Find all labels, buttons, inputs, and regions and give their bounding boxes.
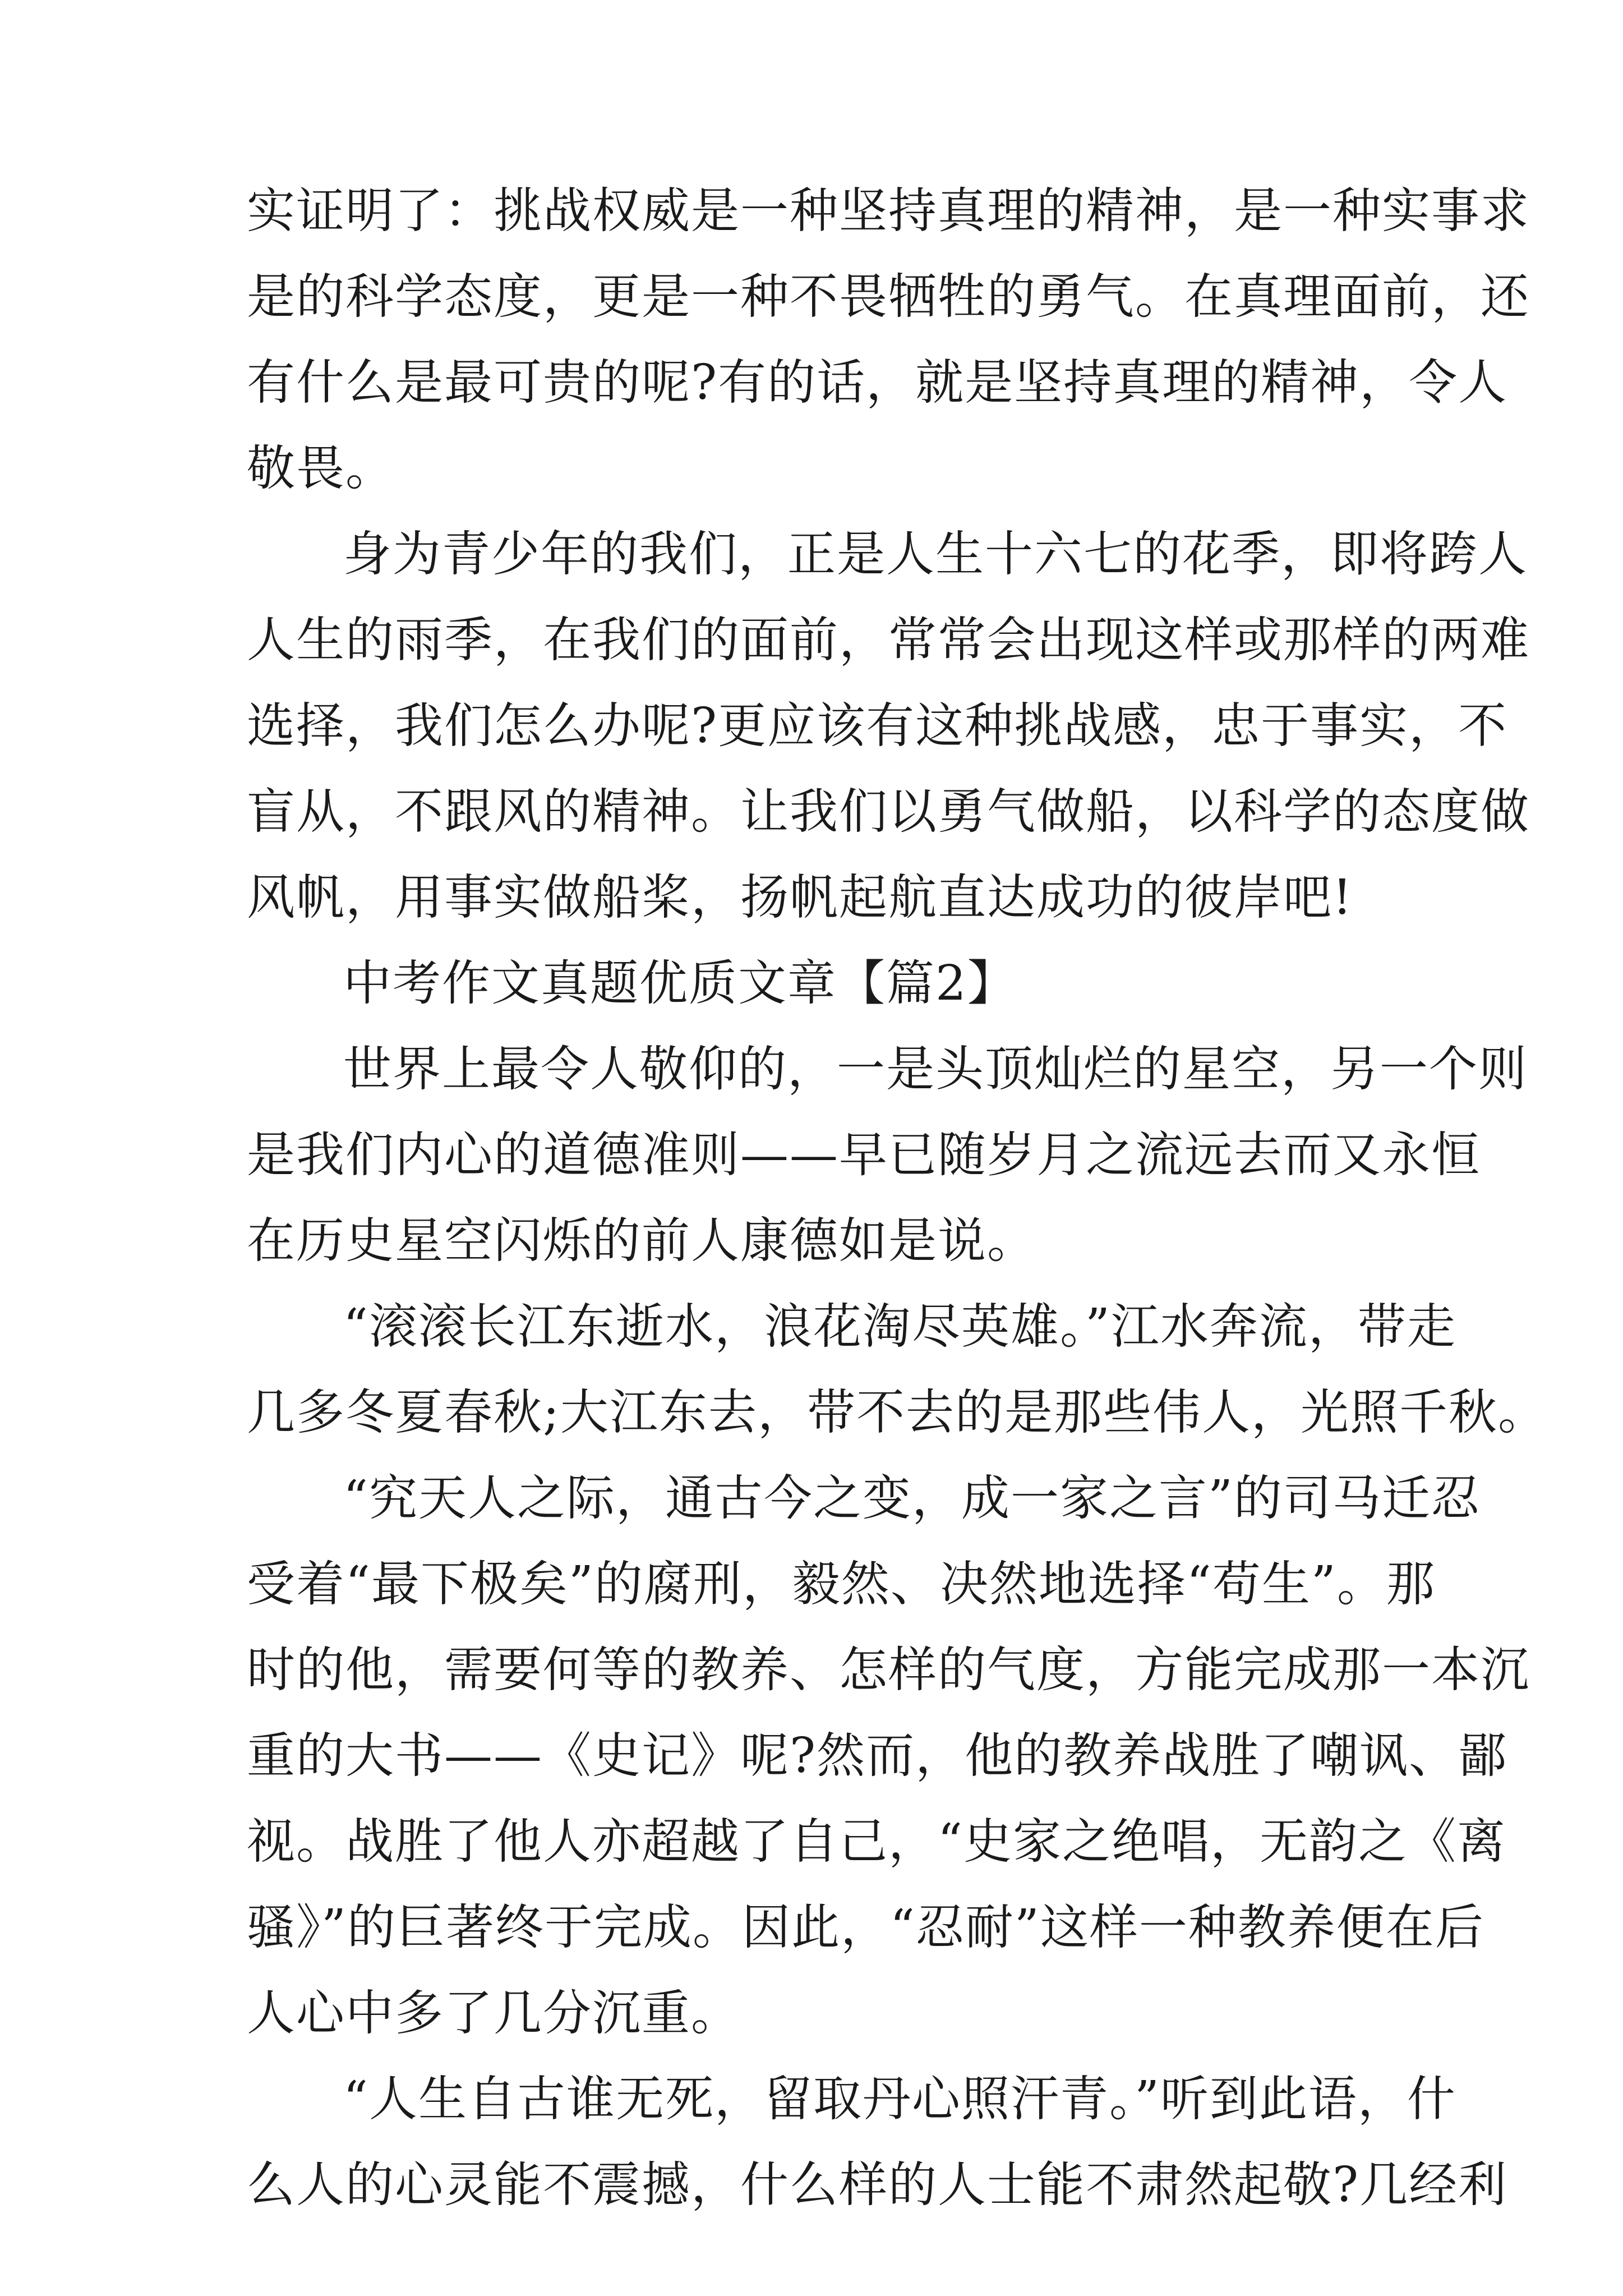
text-line: 有什么是最可贵的呢?有的话，就是坚持真理的精神，令人: [247, 355, 1508, 411]
text-line: 盲从，不跟风的精神。让我们以勇气做船，以科学的态度做: [247, 784, 1530, 840]
text-line: 么人的心灵能不震撼，什么样的人士能不肃然起敬?几经利: [247, 2157, 1508, 2213]
text-line: 几多冬夏春秋;大江东去，带不去的是那些伟人，光照千秋。: [247, 1384, 1547, 1441]
text-line: 时的他，需要何等的教养、怎样的气度，方能完成那一本沉: [247, 1642, 1530, 1698]
text-line: 选择，我们怎么办呢?更应该有这种挑战感，忠于事实，不: [247, 698, 1508, 754]
text-line: 敬畏。: [247, 440, 395, 496]
text-line: 实证明了：挑战权威是一种坚持真理的精神，是一种实事求: [247, 183, 1530, 239]
text-line: 骚》”的巨著终于完成。因此，“忍耐”这样一种教养便在后: [247, 1899, 1484, 1955]
paragraph-first-line: “究天人之际，通古今之变，成一家之言”的司马迁忍: [343, 1470, 1481, 1526]
section-heading: 中考作文真题优质文章【篇2】: [343, 955, 1017, 1011]
paragraph-first-line: “滚滚长江东逝水，浪花淘尽英雄。”江水奔流，带走: [343, 1299, 1456, 1355]
text-line: 重的大书——《史记》呢?然而，他的教养战胜了嘲讽、鄙: [247, 1728, 1508, 1784]
text-line: 是的科学态度，更是一种不畏牺牲的勇气。在真理面前，还: [247, 269, 1530, 325]
text-line: 风帆，用事实做船桨，扬帆起航直达成功的彼岸吧!: [247, 869, 1353, 926]
paragraph-first-line: “人生自古谁无死，留取丹心照汗青。”听到此语，什: [343, 2071, 1456, 2127]
text-line: 视。战胜了他人亦超越了自己，“史家之绝唱，无韵之《离: [247, 1814, 1506, 1870]
paragraph-first-line: 身为青少年的我们，正是人生十六七的花季，即将跨人: [343, 526, 1528, 582]
paragraph-first-line: 世界上最令人敬仰的，一是头顶灿烂的星空，另一个则: [343, 1041, 1528, 1097]
text-line: 在历史星空闪烁的前人康德如是说。: [247, 1213, 1036, 1269]
document-body: [247, 168, 1547, 2228]
text-line: 是我们内心的道德准则——早已随岁月之流远去而又永恒: [247, 1127, 1481, 1183]
text-line: 人生的雨季，在我们的面前，常常会出现这样或那样的两难: [247, 612, 1530, 668]
text-line: 受着“最下极矣”的腐刑，毅然、决然地选择“苟生”。那: [247, 1556, 1436, 1612]
text-line: 人心中多了几分沉重。: [247, 1985, 740, 2041]
